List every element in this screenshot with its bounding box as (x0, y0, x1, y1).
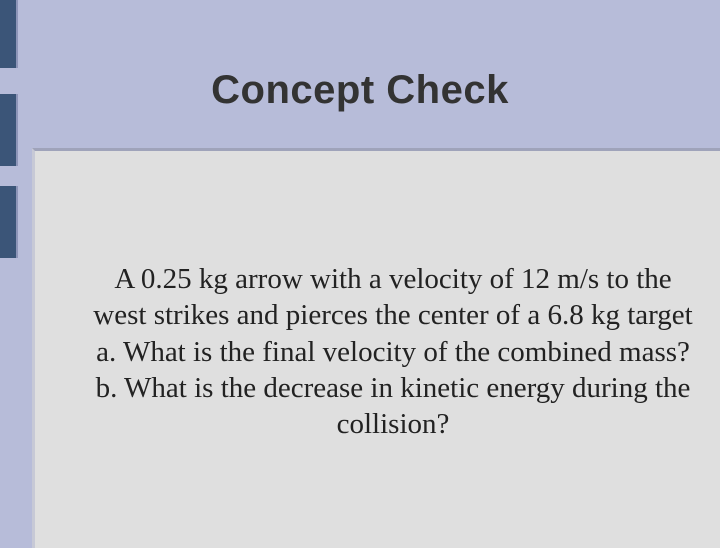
question-part-b: b. What is the decrease in kinetic energy during the (95, 371, 691, 404)
question-line-2: west strikes and pierces the center of a 6.8 kg target (93, 299, 693, 332)
question-line-1: A 0.25 kg arrow with a velocity of 12 m/s to the (114, 263, 672, 295)
decorative-bar-top (0, 0, 18, 68)
question-part-b-continued: collision? (336, 408, 450, 440)
content-box (32, 148, 720, 548)
question-text (32, 261, 720, 442)
slide-title: Concept Check (211, 68, 509, 112)
question-part-a: a. What is the final velocity of the combined mass? (96, 335, 690, 368)
decorative-bar-bottom (0, 186, 18, 258)
